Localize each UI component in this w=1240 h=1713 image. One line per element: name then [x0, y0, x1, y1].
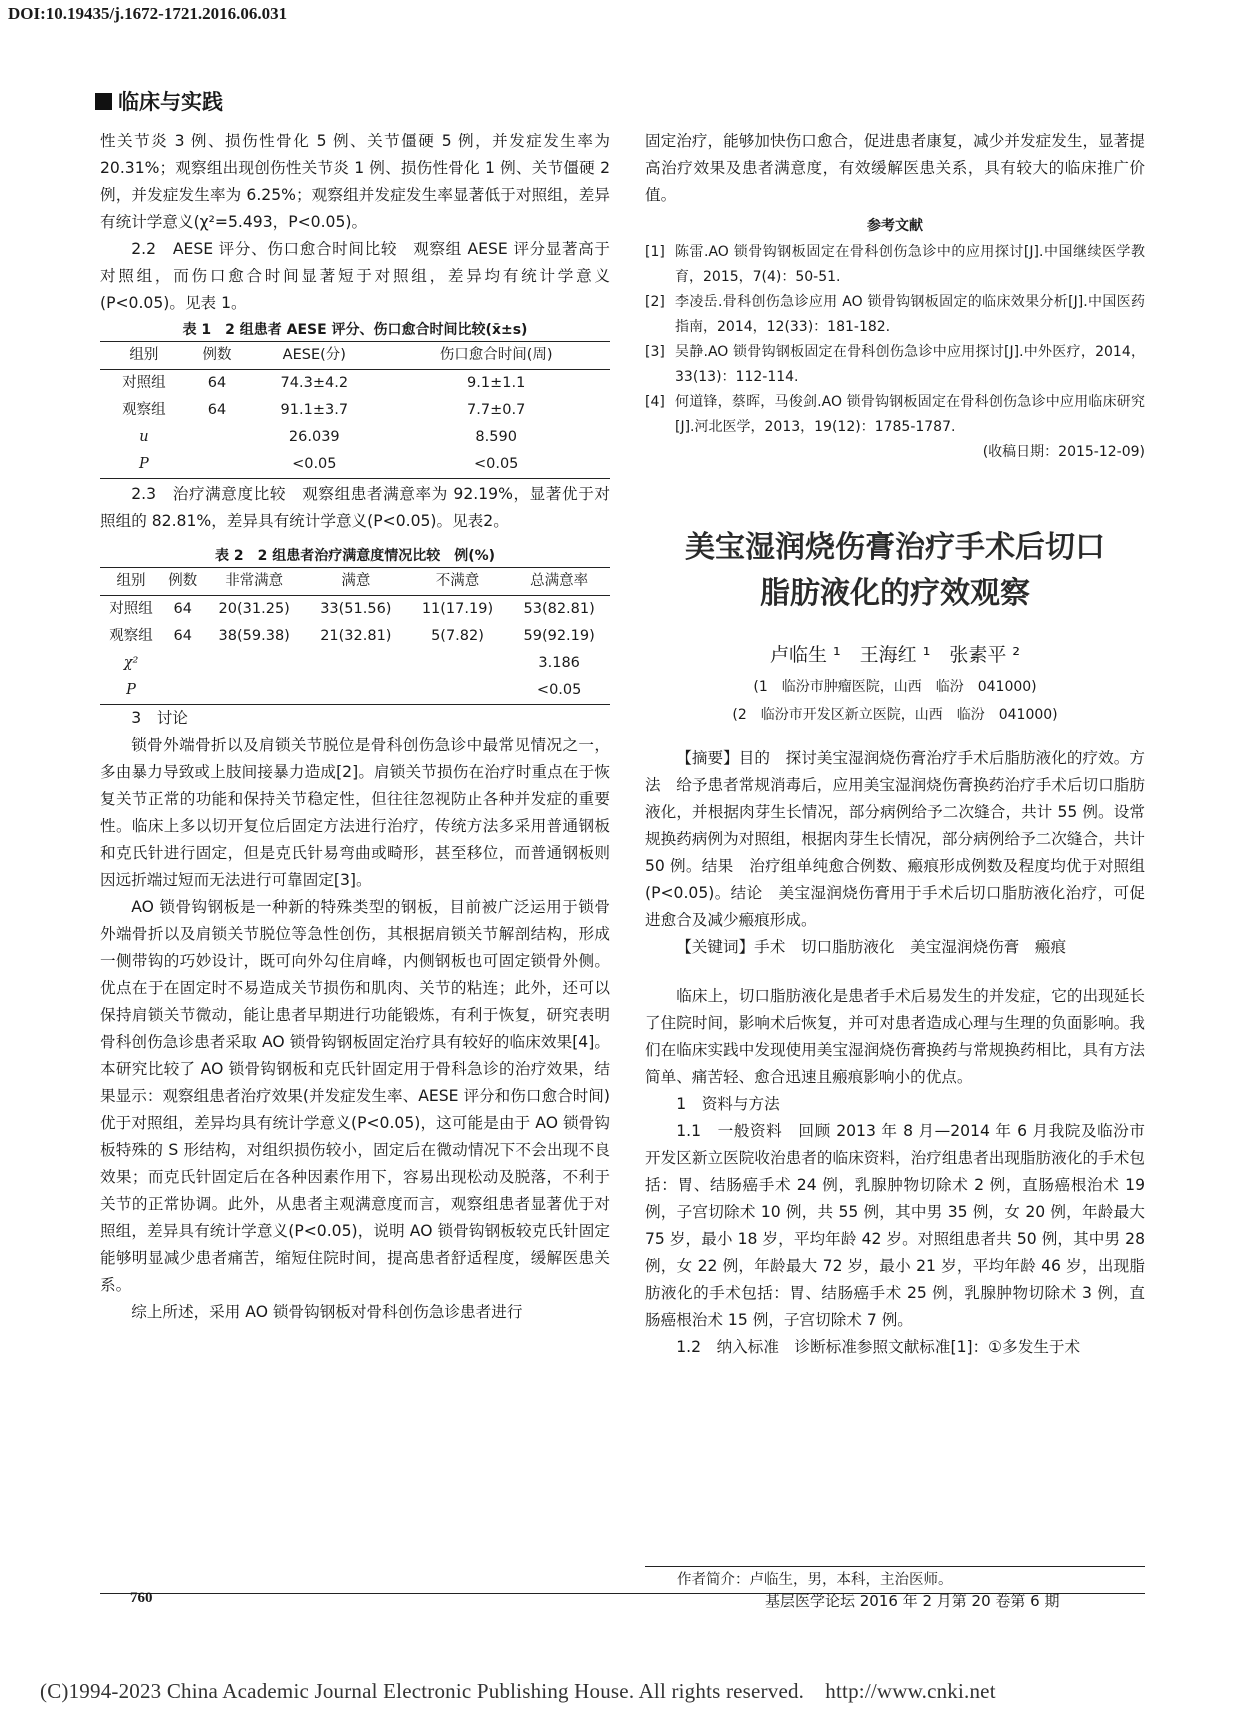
left-paragraph-conclusion: 综上所述，采用 AO 锁骨钩钢板对骨科创伤急诊患者进行 — [131, 1303, 523, 1321]
table-cell: 5(7.82) — [431, 628, 484, 644]
table-cell — [162, 677, 203, 705]
table-row — [100, 677, 610, 705]
section-square-icon — [95, 93, 112, 110]
table-cell: 74.3±4.2 — [280, 375, 349, 391]
left-column — [100, 128, 610, 1326]
table-cell: 9.1±1.1 — [467, 375, 526, 391]
table-cell: P — [126, 682, 136, 698]
table-cell: χ² — [123, 655, 139, 671]
table1 — [100, 341, 610, 479]
table-cell: 11(17.19) — [421, 601, 494, 617]
reference-number: [3] — [645, 344, 665, 360]
table-cell: 64 — [173, 601, 192, 617]
section-title: 临床与实践 — [118, 90, 223, 114]
table1-header: 组别 — [129, 347, 159, 363]
table-cell — [162, 650, 203, 677]
table-cell: 对照组 — [122, 375, 166, 391]
table-cell: u — [139, 429, 149, 445]
intro-paragraph: 临床上，切口脂肪液化是患者手术后易发生的并发症，它的出现延长了住院时间，影响术后恢复，并可对患者造成心理与生理的负面影响。我们在临床实践中发现使用美宝湿润烧伤膏换药与常规换药相比，具有方法简单、痛苦轻、愈合迅速且瘢痕影响小的优点。 — [645, 987, 1145, 1086]
table-cell — [188, 451, 246, 479]
table2-caption: 表 2 2 组患者治疗满意度情况比较 例(%) — [214, 548, 496, 564]
table-cell — [407, 650, 509, 677]
table2-header: 非常满意 — [225, 573, 284, 589]
article-title-line-1: 美宝湿润烧伤膏治疗手术后切口 — [685, 530, 1105, 565]
reference-number: [1] — [645, 244, 665, 260]
left-paragraph-2-2: 2.2 AESE 评分、伤口愈合时间比较 观察组 AESE 评分显著高于对照组，而伤口愈合时间显著短于对照组，差异均有统计学意义(P<0.05)。见表 1。 — [100, 240, 610, 312]
inclusion-criteria: 1.2 纳入标准 诊断标准参照文献标准[1]：①多发生于术 — [676, 1338, 1081, 1356]
article-title-line-2: 脂肪液化的疗效观察 — [760, 576, 1030, 611]
table-cell: 观察组 — [109, 628, 153, 644]
right-paragraph-1: 固定治疗，能够加快伤口愈合，促进患者康复，减少并发症发生，显著提高治疗效果及患者满意度，有效缓解医患关系，具有较大的临床推广价值。 — [645, 132, 1145, 204]
table1-caption: 表 1 2 组患者 AESE 评分、伤口愈合时间比较(x̄±s) — [182, 322, 528, 338]
general-data-paragraph: 1.1 一般资料 回顾 2013 年 8 月—2014 年 6 月我院及临汾市开发区新立医院收治患者的临床资料，治疗组患者出现脂肪液化的手术包括：胃、结肠癌手术 24 例，乳腺肿物切除术 2 例，直肠癌根治术 19 例，子宫切除术 10 例，共 55 例，其中男 35 例，女 20 例，年龄最大 75 岁，最小 18 岁，平均年龄 42 岁。对照组患者共 50 例，其中男 28 例，女 22 例，年龄最大 72 岁，最小 21 岁，平均年龄 46 岁，出现脂肪液化的手术包括：胃、结肠癌手术 25 例，乳腺肿物切除术 3 例，直肠癌根治术 15 例，子宫切除术 7 例。 — [645, 1122, 1145, 1329]
table2-header: 不满意 — [435, 573, 480, 589]
left-paragraph-discussion-2: AO 锁骨钩钢板是一种新的特殊类型的钢板，目前被广泛运用于锁骨外端骨折以及肩锁关节脱位等急性创伤，其根据肩锁关节解剖结构，形成一侧带钩的巧妙设计，既可向外勾住肩峰，内侧钢板也可固定锁骨外侧。优点在于在固定时不易造成关节损伤和肌肉、关节的粘连；此外，还可以保持肩锁关节微动，能让患者早期进行功能锻炼，有利于恢复，研究表明骨科创伤急诊患者采取 AO 锁骨钩钢板固定治疗具有较好的临床效果[4]。本研究比较了 AO 锁骨钩钢板和克氏针固定用于骨科急诊的治疗效果，结果显示：观察组患者治疗效果(并发症发生率、AESE 评分和伤口愈合时间)优于对照组，差异均具有统计学意义(P<0.05)，这可能是由于 AO 锁骨钩板特殊的 S 形结构，对组织损伤较小，固定后在微动情况下不会出现不良效果；而克氏针固定后在各种因素作用下，容易出现松动及脱落，不利于关节的正常协调。此外，从患者主观满意度而言，观察组患者显著优于对照组，差异具有统计学意义(P<0.05)，说明 AO 锁骨钩钢板较克氏针固定能够明显减少患者痛苦，缩短住院时间，提高患者舒适程度，缓解医患关系。 — [100, 898, 610, 1294]
reference-item — [645, 290, 1145, 340]
table-cell: 21(32.81) — [320, 628, 392, 644]
footnote-divider — [645, 1566, 1145, 1567]
keywords: 【关键词】手术 切口脂肪液化 美宝湿润烧伤膏 瘢痕 — [676, 938, 1067, 956]
table-cell: 8.590 — [475, 429, 517, 445]
table-cell: <0.05 — [292, 456, 337, 472]
table-cell: 53(82.81) — [523, 601, 595, 617]
table-cell: 7.7±0.7 — [467, 402, 526, 418]
copyright-line: (C)1994-2023 China Academic Journal Electronic Publishing House. All rights reserved. http://www.cnki.net — [40, 1679, 996, 1703]
table-cell: 38(59.38) — [218, 628, 290, 644]
section-heading-discussion: 3 讨论 — [131, 709, 188, 727]
reference-text: 李凌岳.骨科创伤急诊应用 AO 锁骨钩钢板固定的临床效果分析[J].中国医药指南，2014，12(33)：181-182. — [675, 294, 1145, 335]
table-row — [100, 451, 610, 479]
table-cell: P — [138, 456, 149, 472]
right-column-body — [645, 745, 1145, 1361]
table-cell: 20(31.25) — [218, 601, 290, 617]
reference-item — [645, 340, 1145, 390]
reference-text: 何道锋，蔡晖，马俊剑.AO 锁骨钩钢板固定在骨科创伤急诊中应用临床研究[J].河北医学，2013，19(12)：1785-1787. — [675, 394, 1145, 435]
table-cell: <0.05 — [473, 456, 519, 472]
table-cell: 33(51.56) — [320, 601, 392, 617]
table2-header: 总满意率 — [530, 573, 589, 589]
affiliation-2: (2 临汾市开发区新立医院，山西 临汾 041000) — [732, 707, 1058, 723]
table-cell: 64 — [207, 375, 227, 391]
journal-info: 基层医学论坛 2016 年 2 月第 20 卷第 6 期 — [765, 1592, 1060, 1610]
table-row — [100, 424, 610, 451]
table-cell: 91.1±3.7 — [280, 402, 349, 418]
table-cell — [203, 650, 305, 677]
table-cell: 64 — [207, 402, 227, 418]
table-row — [100, 370, 610, 398]
table2-header: 组别 — [116, 573, 146, 589]
affiliations — [645, 673, 1145, 729]
table-cell — [203, 677, 305, 705]
table-cell: <0.05 — [536, 682, 582, 698]
reference-item — [645, 390, 1145, 440]
table-row — [100, 650, 610, 677]
table2 — [100, 567, 610, 705]
spacer — [645, 961, 1145, 983]
table-cell — [407, 677, 509, 705]
affiliation-1: (1 临汾市肿瘤医院，山西 临汾 041000) — [753, 679, 1037, 695]
table-cell — [305, 677, 407, 705]
table-row — [100, 623, 610, 650]
table-cell: 64 — [173, 628, 192, 644]
table-cell: 观察组 — [122, 402, 166, 418]
left-paragraph-1: 性关节炎 3 例、损伤性骨化 5 例、关节僵硬 5 例，并发症发生率为 20.31%；观察组出现创伤性关节炎 1 例、损伤性骨化 1 例、关节僵硬 2 例，并发症发生率为 6.25%；观察组并发症发生率显著低于对照组，差异有统计学意义(χ²=5.493，P<0.05)。 — [100, 132, 610, 231]
left-paragraph-discussion-1: 锁骨外端骨折以及肩锁关节脱位是骨科创伤急诊中最常见情况之一，多由暴力导致或上肢间接暴力造成[2]。肩锁关节损伤在治疗时重点在于恢复关节正常的功能和保持关节稳定性，但往往忽视防止各种并发症的重要性。临床上多以切开复位后固定方法进行治疗，传统方法多采用普通钢板和克氏针进行固定，但是克氏针易弯曲或畸形，甚至移位，而普通钢板则因远折端过短而无法进行可靠固定[3]。 — [100, 736, 610, 889]
table-cell: 26.039 — [288, 429, 340, 445]
author-note: 作者简介：卢临生，男，本科，主治医师。 — [677, 1572, 953, 1588]
table1-header: 例数 — [202, 347, 232, 363]
table2-header: 满意 — [341, 573, 371, 589]
section-header — [95, 86, 223, 116]
table2-header: 例数 — [168, 573, 198, 589]
section-heading-methods: 1 资料与方法 — [676, 1095, 780, 1113]
left-paragraph-2-3: 2.3 治疗满意度比较 观察组患者满意率为 92.19%，显著优于对照组的 82.81%，差异具有统计学意义(P<0.05)。见表2。 — [100, 485, 610, 530]
doi-line: DOI:10.19435/j.1672-1721.2016.06.031 — [8, 4, 288, 23]
reference-text: 陈雷.AO 锁骨钩钢板固定在骨科创伤急诊中的应用探讨[J].中国继续医学教育，2015，7(4)：50-51. — [675, 244, 1145, 285]
table-cell: 59(92.19) — [523, 628, 595, 644]
received-date: (收稿日期：2015-12-09) — [982, 444, 1145, 460]
table-cell — [305, 650, 407, 677]
reference-text: 吴静.AO 锁骨钩钢板固定在骨科创伤急诊中应用探讨[J].中外医疗，2014，33(13)：112-114. — [675, 344, 1145, 385]
reference-item — [645, 240, 1145, 290]
page-number: 760 — [130, 1590, 153, 1606]
reference-number: [4] — [645, 394, 665, 410]
table-row — [100, 397, 610, 424]
authors: 卢临生 ¹ 王海红 ¹ 张素平 ² — [770, 644, 1020, 666]
table-cell — [188, 424, 246, 451]
references-title: 参考文献 — [867, 218, 923, 234]
article-title — [645, 525, 1145, 617]
reference-number: [2] — [645, 294, 665, 310]
table-cell: 对照组 — [109, 601, 153, 617]
abstract: 【摘要】目的 探讨美宝湿润烧伤膏治疗手术后脂肪液化的疗效。方法 给予患者常规消毒后，应用美宝湿润烧伤膏换药治疗手术后切口脂肪液化，并根据肉芽生长情况，部分病例给予二次缝合，共计 55 例。设常规换药病例为对照组，根据肉芽生长情况，部分病例给予二次缝合，共计 50 例。结果 治疗组单纯愈合例数、瘢痕形成例数及程度均优于对照组(P<0.05)。结论 美宝湿润烧伤膏用于手术后切口脂肪液化治疗，可促进愈合及减少瘢痕形成。 — [645, 749, 1145, 929]
table-cell: 3.186 — [538, 655, 580, 671]
table1-header: AESE(分) — [282, 347, 346, 363]
table1-header: 伤口愈合时间(周) — [439, 347, 553, 363]
table-row — [100, 596, 610, 624]
right-column-top — [645, 128, 1145, 464]
